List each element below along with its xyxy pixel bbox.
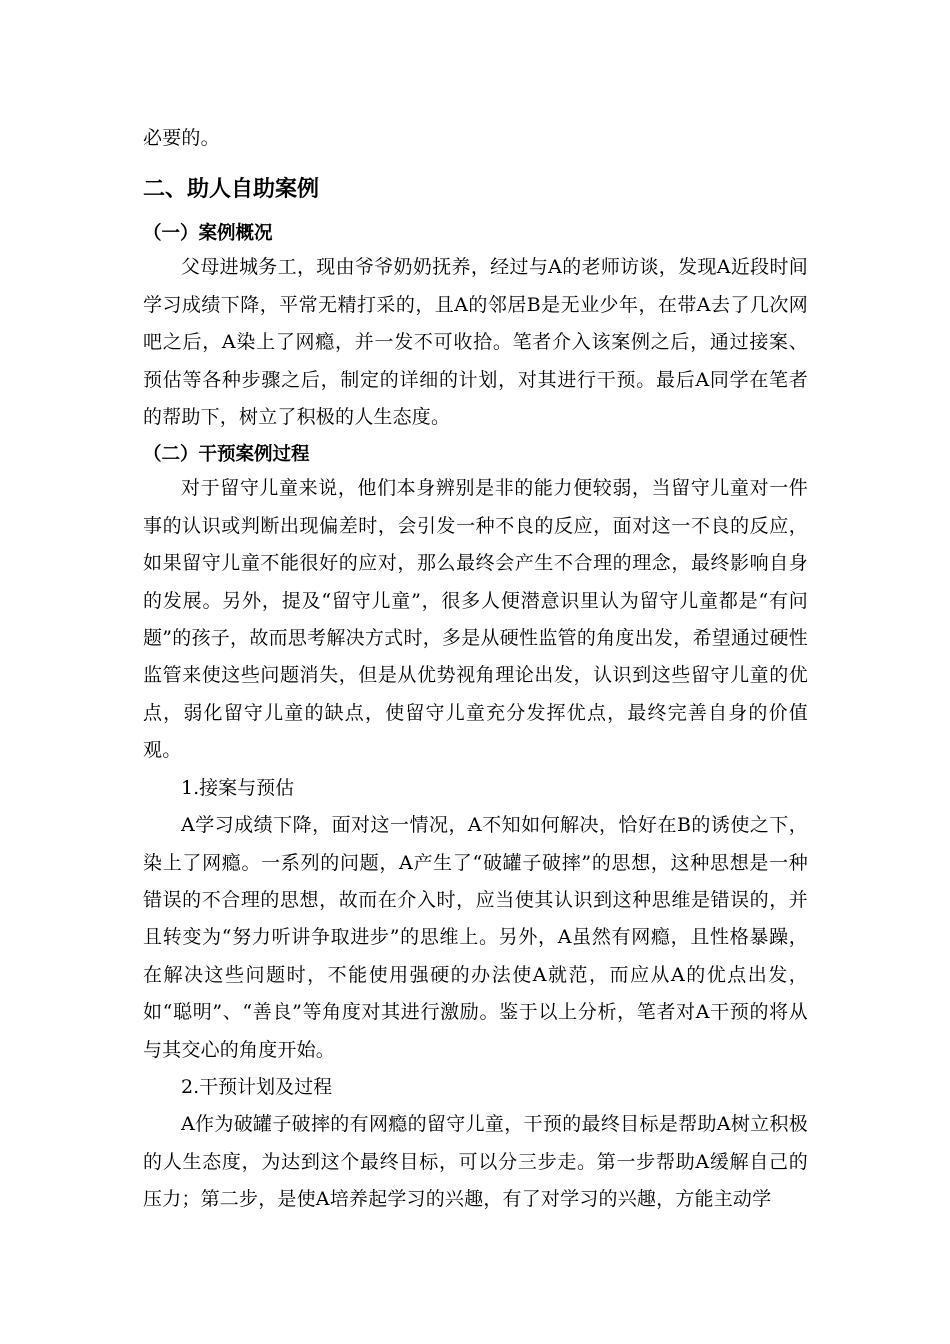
subsection-heading-overview: （一）案例概况 — [143, 223, 273, 245]
paragraph-continuation: 必要的。 — [143, 127, 220, 149]
subsection-heading-intervention: （二）干预案例过程 — [143, 444, 310, 466]
section-heading: 二、助人自助案例 — [143, 177, 320, 203]
paragraph-intake: A学习成绩下降，面对这一情况，A不知如何解决，恰好在B的诱使之下，染上了网瘾。一系列的问题，A产生了“破罐子破摔”的思想，这种思想是一种错误的不合理的思想，故而在介入时，应当使其认识到这种思维是错误的，并且转变为“努力听讲争取进步”的思维上。另外，A虽然有网瘾，且性格暴躁，在解决这些问题时，不能使用强硬的办法使A就范，而应从A的优点出发，如“聪明”、“善良”等角度对其进行激励。鉴于以上分析，笔者对A干预的将从与其交心的角度开始。 — [143, 814, 808, 1061]
sub-heading-intake: 1.接案与预估 — [181, 776, 295, 799]
paragraph-case-overview: 父母进城务工，现由爷爷奶奶抚养，经过与A的老师访谈，发现A近段时间学习成绩下降，平常无精打采的，且A的邻居B是无业少年，在带A去了几次网吧之后，A染上了网瘾，并一发不可收拾。笔者介入该案例之后，通过接案、预估等各种步骤之后，制定的详细的计划，对其进行干预。最后A同学在笔者的帮助下，树立了积极的人生态度。 — [143, 256, 808, 429]
document-body — [143, 120, 808, 1219]
sub-heading-plan: 2.干预计划及过程 — [181, 1075, 333, 1098]
paragraph-intervention-intro: 对于留守儿童来说，他们本身辨别是非的能力便较弱，当留守儿童对一件事的认识或判断出现偏差时，会引发一种不良的反应，面对这一不良的反应，如果留守儿童不能很好的应对，那么最终会产生不合理的理念，最终影响自身的发展。另外，提及“留守儿童”，很多人便潜意识里认为留守儿童都是“有问题”的孩子，故而思考解决方式时，多是从硬性监管的角度出发，希望通过硬性监管来使这些问题消失，但是从优势视角理论出发，认识到这些留守儿童的优点，弱化留守儿童的缺点，使留守儿童充分发挥优点，最终完善自身的价值观。 — [143, 477, 808, 762]
paragraph-plan: A作为破罐子破摔的有网瘾的留守儿童，干预的最终目标是帮助A树立积极的人生态度，为达到这个最终目标，可以分三步走。第一步帮助A缓解自己的压力；第二步，是使A培养起学习的兴趣，有了对学习的兴趣，方能主动学 — [143, 1113, 808, 1211]
